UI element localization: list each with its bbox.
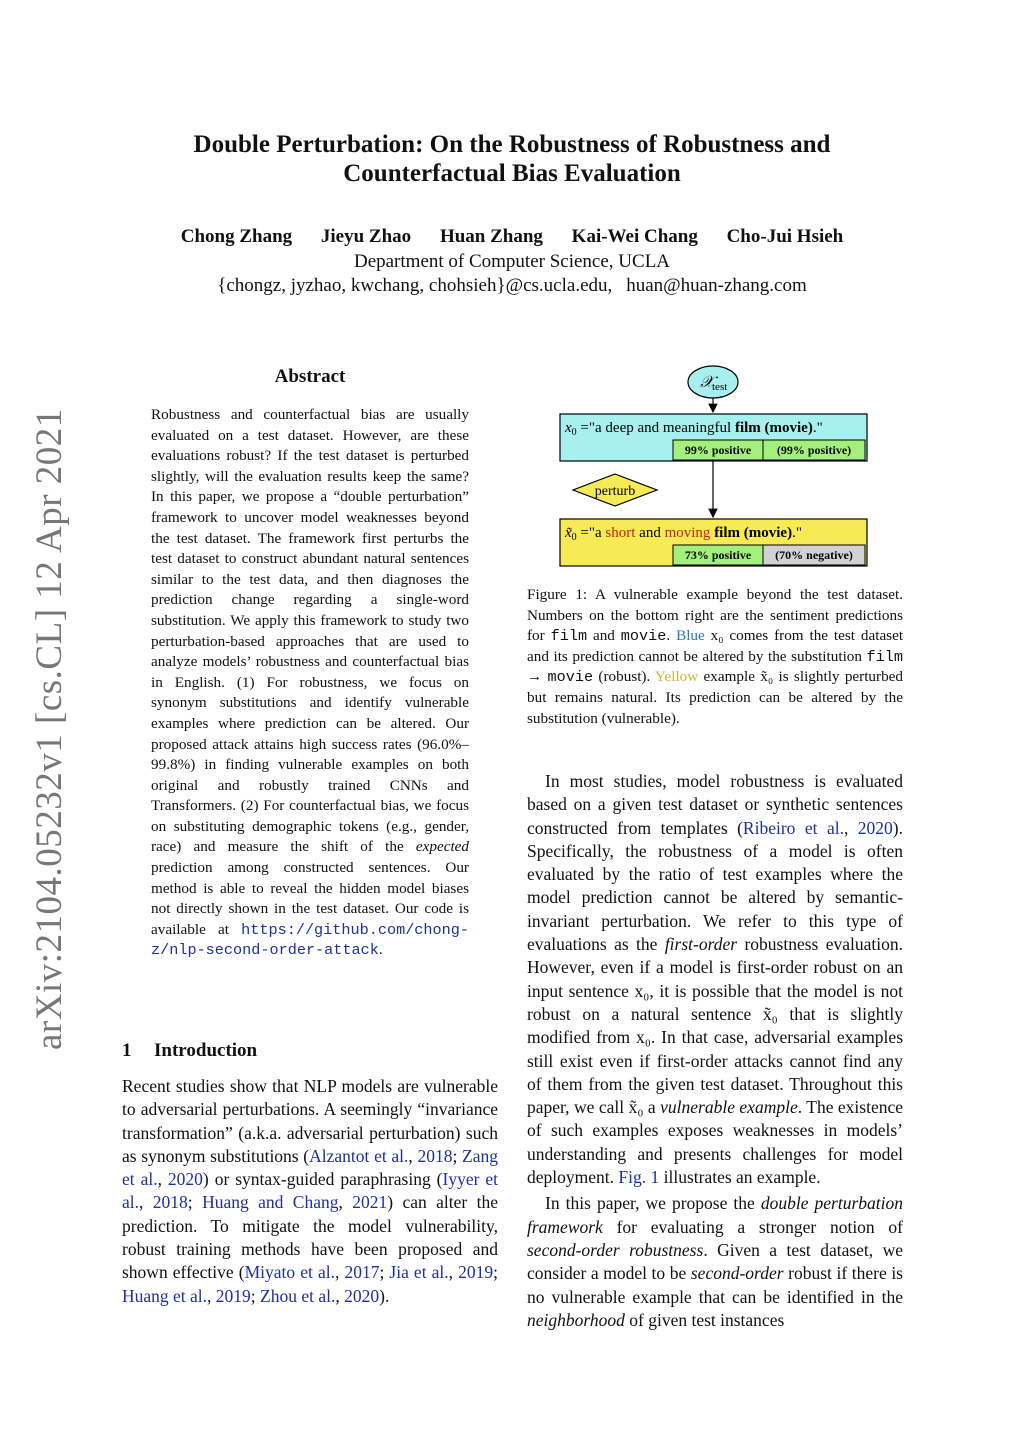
- x0-symbol: x: [565, 420, 572, 436]
- citation-link[interactable]: 2019: [458, 1262, 494, 1283]
- text-run: . Given a test dataset, we consider a model to be: [527, 1239, 903, 1284]
- citation-link[interactable]: 2018: [417, 1145, 453, 1166]
- figure-ref-link[interactable]: Fig. 1: [618, 1167, 660, 1188]
- perturb-label: perturb: [594, 484, 636, 499]
- figure-1-diagram: [555, 362, 875, 572]
- text-run: ;: [250, 1285, 261, 1306]
- intro-paragraph: [122, 1075, 498, 1308]
- text-run: ,: [408, 1145, 418, 1166]
- section-heading: [122, 1040, 498, 1062]
- author-name: Jieyu Zhao: [320, 226, 412, 247]
- author-name: Chong Zhang: [180, 226, 293, 247]
- paragraph: [527, 1192, 903, 1332]
- test-set-label: 𝒳: [700, 374, 714, 391]
- figure-1-caption: [527, 585, 903, 729]
- right-column-body: [527, 770, 903, 1332]
- author-name: Kai-Wei Chang: [571, 226, 698, 247]
- text-run: In this paper, we propose the: [545, 1193, 755, 1214]
- caption-code: movie: [547, 668, 594, 687]
- caption-code: film: [866, 647, 903, 666]
- xtilde-sentence: [564, 525, 802, 543]
- xtilde-target-word: film (movie): [714, 525, 793, 541]
- abstract-part: Robustness and counterfactual bias are usually evaluated on a test dataset. However, are these evaluations robust? If the test dataset is perturbed slightly, will the evaluation results keep the same? In this paper, we propose a “double perturbation” framework to uncover model weaknesses beyond the test dataset. The framework first perturbs the test dataset to construct abundant natural sentences similar to the test data, and then diagnoses the prediction change regarding a single-word substitution. We apply this framework to study two perturbation-based approaches that are used to analyze models’ robustness and counterfactual bias in English. (1) For robustness, we focus on synonym substitutions and identify vulnerable examples where prediction can be altered. Our proposed attack attains high success rates (96.0%–99.8%) in finding vulnerable examples on both original and robustly trained CNNs and Transformers. (2) For counterfactual bias, we focus on substituting demographic tokens (e.g., gender, race) and measure the shift of the: [151, 406, 469, 856]
- emphasis: second-order robustness: [527, 1239, 704, 1260]
- x0-subscript: 0: [571, 427, 577, 438]
- text-run: ).: [379, 1285, 390, 1306]
- caption-code: movie: [620, 627, 667, 646]
- author-list: [100, 226, 924, 248]
- xtilde-changed-word: short: [605, 525, 636, 541]
- section-number: 1: [122, 1040, 132, 1061]
- text-run: . The existence of such examples exposes weaknesses in models’ understanding and presents challenges for model deployment.: [527, 1097, 904, 1188]
- author-emails: [100, 275, 924, 297]
- author-name: Huan Zhang: [439, 226, 543, 247]
- x0-text: ="a deep and meaningful: [576, 420, 735, 436]
- xtilde-text: .": [792, 525, 802, 541]
- caption-text: x₀ comes from the test dataset and its prediction cannot be altered by the substitution: [527, 627, 904, 665]
- text-run: ,: [338, 1192, 353, 1213]
- citation-link[interactable]: Zang et al.: [122, 1145, 498, 1190]
- test-set-subscript: test: [712, 381, 728, 393]
- caption-text: example x̃₀ is slightly perturbed but remains natural. Its prediction can be altered by the substitution (vulnerable).: [527, 668, 904, 727]
- text-run: ,: [448, 1262, 459, 1283]
- xtilde-score-movie: (70% negative): [775, 548, 853, 562]
- text-run: ,: [335, 1285, 345, 1306]
- text-run: ;: [187, 1192, 203, 1213]
- abstract-part: .: [378, 941, 383, 959]
- abstract-text: [151, 405, 469, 961]
- caption-text: and: [592, 627, 615, 645]
- x0-target-word: film (movie): [734, 420, 813, 436]
- xtilde-text: and: [635, 525, 665, 541]
- citation-link[interactable]: Jia et al.: [389, 1262, 449, 1283]
- emphasis: vulnerable example: [660, 1097, 798, 1118]
- caption-code: film: [550, 627, 588, 646]
- text-run: In most studies, model robustness is evaluated based on a given test dataset or synthetic sentences constructed from templates (: [527, 771, 903, 838]
- code-link[interactable]: https://github.com/chong-z/nlp-second-order-attack: [151, 920, 469, 960]
- text-run: ) or syntax-guided paraphrasing (: [202, 1169, 443, 1190]
- text-run: robust if there is no vulnerable example that can be identified in the: [527, 1263, 903, 1307]
- citation-link[interactable]: Miyato et al.: [244, 1262, 335, 1283]
- xtilde-subscript: 0: [571, 532, 577, 543]
- x0-score-movie: (99% positive): [776, 443, 852, 457]
- abstract-heading: Abstract: [274, 366, 346, 387]
- text-run: ;: [379, 1262, 390, 1283]
- abstract-part: prediction among constructed sentences. Our method is able to reveal the hidden model biases not directly shown in the test dataset. Our code is available at: [151, 859, 469, 938]
- xtilde-score-film: 73% positive: [684, 548, 752, 562]
- text-run: robustness evaluation. However, even if a model is first-order robust on an input sentence x₀, it is possible that the model is not robust on a natural sentence x̃₀ that is slightly modified from x₀. In that case, adversarial examples still exist even if first-order attacks cannot find any of them from the given test dataset. Throughout this paper, we call x̃₀ a: [527, 934, 904, 1118]
- text-run: illustrates an example.: [663, 1167, 821, 1188]
- caption-text: .: [666, 627, 671, 645]
- email-single: huan@huan-zhang.com: [626, 275, 807, 296]
- email-group: {chongz, jyzhao, kwchang, chohsieh}@cs.ucla.edu,: [217, 275, 613, 296]
- caption-text: Figure 1: A vulnerable example beyond the test dataset. Numbers on the bottom right are the sentiment predictions for: [527, 586, 903, 645]
- citation-link[interactable]: 2020: [857, 817, 893, 838]
- emphasis: double perturbation framework: [527, 1193, 904, 1237]
- citation-link[interactable]: Alzantot et al.: [309, 1145, 409, 1166]
- x0-sentence: [564, 420, 823, 438]
- text-run: ) can alter the prediction. To mitigate the model vulnerability, robust training methods have been proposed and shown effective (: [122, 1192, 499, 1283]
- text-run: Recent studies show that NLP models are vulnerable to adversarial perturbations. A seemingly “invariance transformation” (a.k.a. adversarial perturbation) such as synonym substitutions (: [122, 1076, 498, 1166]
- section-title: Introduction: [154, 1040, 258, 1061]
- xtilde-text: ="a: [576, 525, 606, 541]
- x0-text: .": [812, 420, 823, 436]
- caption-color-word: Yellow: [655, 668, 699, 686]
- text-run: ,: [139, 1192, 153, 1213]
- citation-link[interactable]: 2021: [352, 1192, 388, 1213]
- emphasis: second-order: [690, 1263, 784, 1284]
- citation-link[interactable]: 2020: [167, 1169, 203, 1190]
- caption-color-word: Blue: [676, 627, 705, 645]
- title-line-2: Counterfactual Bias Evaluation: [343, 160, 681, 187]
- abstract-emphasis: expected: [415, 838, 470, 856]
- text-run: ;: [493, 1262, 498, 1283]
- affiliation: Department of Computer Science, UCLA: [353, 251, 671, 272]
- title-line-1: Double Perturbation: On the Robustness of Robustness and: [193, 131, 831, 158]
- citation-link[interactable]: 2019: [215, 1285, 251, 1306]
- arxiv-stamp: arXiv:2104.05232v1 [cs.CL] 12 Apr 2021: [29, 408, 70, 1050]
- citation-link[interactable]: 2017: [344, 1262, 380, 1283]
- text-run: ,: [334, 1262, 345, 1283]
- text-run: ,: [157, 1169, 168, 1190]
- paragraph: [527, 770, 903, 1189]
- citation-link[interactable]: Ribeiro et al.: [742, 817, 844, 838]
- xtilde-changed-word: moving: [664, 525, 711, 541]
- text-run: ). Specifically, the robustness of a model is often evaluated by the ratio of test examples where the model prediction cannot be altered by semantic-invariant perturbation. We refer to this type of evaluations as the: [527, 817, 903, 955]
- text-run: of given test instances: [629, 1309, 785, 1330]
- paper-title: [120, 130, 904, 188]
- text-run: ,: [843, 817, 858, 838]
- citation-link[interactable]: 2020: [344, 1285, 380, 1306]
- citation-link[interactable]: Huang et al.: [122, 1285, 208, 1306]
- citation-link[interactable]: 2018: [152, 1192, 188, 1213]
- author-name: Cho-Jui Hsieh: [726, 226, 844, 247]
- emphasis: neighborhood: [527, 1309, 625, 1330]
- text-run: for evaluating a stronger notion of: [616, 1216, 903, 1237]
- caption-text: (robust).: [598, 668, 651, 686]
- x0-score-film: 99% positive: [684, 443, 752, 457]
- citation-link[interactable]: Huang and Chang: [202, 1192, 339, 1213]
- emphasis: first-order: [664, 934, 738, 955]
- xtilde-symbol: x̃: [565, 525, 572, 541]
- citation-link[interactable]: Zhou et al.: [260, 1285, 336, 1306]
- text-run: ;: [452, 1145, 463, 1166]
- caption-arrow: →: [527, 668, 543, 686]
- text-run: ,: [207, 1285, 216, 1306]
- citation-link[interactable]: Iyyer et al.: [122, 1169, 499, 1213]
